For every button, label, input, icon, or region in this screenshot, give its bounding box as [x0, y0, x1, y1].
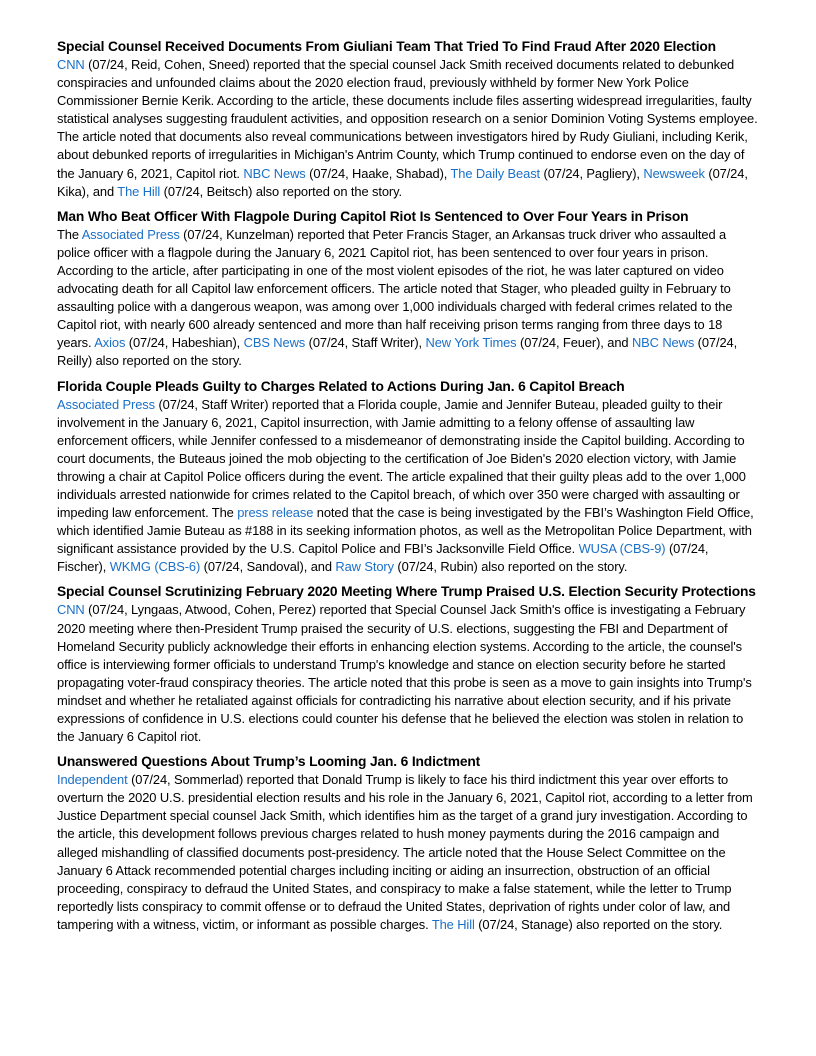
source-link-independent[interactable]: Independent [57, 772, 128, 788]
article-text: The [57, 226, 82, 242]
source-link-press-release[interactable]: press release [237, 505, 314, 521]
source-link-associated-press[interactable]: Associated Press [81, 226, 180, 242]
article-election-security-meeting [57, 582, 760, 746]
article-text: (07/24, Rubin) also reported on the story. [393, 559, 628, 575]
source-link-nbc-news[interactable]: NBC News [631, 335, 695, 351]
article-text: (07/24, Stanage) also reported on the story. [474, 916, 723, 932]
article-text: noted that the case is being investigated by the FBI’s Washington Field Office, which identified Jamie Buteau as #188 in its seeking information photos, as well as the Metropolitan Police Department, with significant assistance provided by the U.S. Capitol Police and FBI’s Jacksonville Field Office. [57, 505, 754, 557]
article-flagpole-sentencing [57, 207, 760, 371]
article-text: (07/24, Sandoval), and [200, 559, 336, 575]
article-text: (07/24, Lyngaas, Atwood, Cohen, Perez) reported that Special Counsel Jack Smith's office is investigating a February 2020 meeting where then-President Trump praised the security of U.S. elections, suggesting the FBI and Department of Homeland Security publicly acknowledge their efforts in enhancing election systems. According to the article, the counsel's office is interviewing former officials to understand Trump's knowledge and stance on election security before he started propagating voter-fraud conspiracy theories. The article noted that this probe is seen as a move to gain insights into Trump's mindset and whether he retaliated against officials for contradicting his narrative about election security, and if his private expressions of confidence in U.S. elections could counter his defense that he believed the election was stolen in relation to the January 6 Capitol riot. [57, 602, 752, 745]
source-link-wusa[interactable]: WUSA (CBS-9) [578, 541, 666, 557]
article-text: (07/24, Feuer), and [516, 335, 632, 351]
source-link-cbs-news[interactable]: CBS News [243, 335, 306, 351]
article-text: (07/24, Haake, Shabad), [305, 165, 451, 181]
article-body [57, 771, 760, 934]
source-link-new-york-times[interactable]: New York Times [425, 335, 517, 351]
article-headline: Special Counsel Scrutinizing February 2020 Meeting Where Trump Praised U.S. Election Security Protections [57, 584, 756, 600]
source-link-daily-beast[interactable]: The Daily Beast [450, 165, 541, 181]
source-link-nbc-news[interactable]: NBC News [243, 165, 306, 181]
article-giuliani-documents [57, 37, 760, 201]
source-link-axios[interactable]: Axios [94, 335, 126, 351]
article-body [57, 601, 760, 746]
article-headline: Unanswered Questions About Trump’s Looming Jan. 6 Indictment [57, 754, 481, 770]
article-text: (07/24, Staff Writer) reported that a Florida couple, Jamie and Jennifer Buteau, pleaded guilty to their involvement in the January 6, 2021, Capitol insurrection, with Jamie admitting to a felony offense of assaulting law enforcement officers, while Jennifer confessed to a misdemeanor of demonstrating inside the Capitol building. According to court documents, the Buteaus joined the mob objecting to the certification of Joe Biden's 2020 election victory, with Jamie throwing a chair at Capitol Police officers during the event. The article expalined that their guilty pleas add to the over 1,000 individuals arrested nationwide for crimes related to the Capitol breach, of which over 350 were charged with assaulting or impeding law enforcement. The [57, 396, 746, 521]
article-trump-indictment [57, 752, 760, 934]
article-text: (07/24, Fischer), [57, 541, 709, 575]
source-link-wkmg[interactable]: WKMG (CBS-6) [109, 559, 201, 575]
article-text: (07/24, Reid, Cohen, Sneed) reported that the special counsel Jack Smith received documents related to debunked conspiracies and unfounded claims about the 2020 election fraud, previously withheld by former New York Police Commissioner Bernie Kerik. According to the article, these documents include files asserting widespread irregularities, faulty statistical analyses suggesting fraudulent activities, and opposition research on a senior Dominion Voting Systems employee. The article noted that documents also reveal communications between investigators hired by Rudy Giuliani, including Kerik, about debunked reports of irregularities in Michigan's Antrim County, which Trump continued to endorse even on the day of the January 6, 2021, Capitol riot. [57, 57, 758, 181]
source-link-the-hill[interactable]: The Hill [117, 183, 161, 199]
article-body [57, 396, 760, 577]
article-text: (07/24, Sommerlad) reported that Donald Trump is likely to face his third indictment this year over efforts to overturn the 2020 U.S. presidential election results and his role in the January 6, 2021, Capitol riot, according to a letter from Justice Department special counsel Jack Smith, which identifies him as the target of a grand jury investigation. According to the article, this development follows previous charges related to hush money payments during the 2016 campaign and alleged mishandling of classified documents post-presidency. The article noted that the House Select Committee on the January 6 Attack recommended potential charges including inciting or aiding an insurrection, obstruction of an official proceeding, conspiracy to defraud the United States, and conspiracy to make a false statement, while the letter to Trump reportedly lists conspiracy to commit offense or to defraud the United States, deprivation of rights under color of law, and tampering with a witness, victim, or informant as possible charges. [57, 772, 753, 932]
news-briefing-page [57, 37, 760, 940]
article-headline: Special Counsel Received Documents From Giuliani Team That Tried To Find Fraud After 2020 Election [57, 39, 716, 54]
article-body [57, 226, 760, 371]
article-text: (07/24, Habeshian), [125, 335, 244, 351]
source-link-associated-press[interactable]: Associated Press [57, 396, 155, 412]
article-text: (07/24, Kika), and [57, 165, 748, 199]
source-link-newsweek[interactable]: Newsweek [643, 165, 705, 181]
article-text: (07/24, Staff Writer), [305, 335, 426, 351]
article-text: (07/24, Kunzelman) reported that Peter Francis Stager, an Arkansas truck driver who assaulted a police officer with a flagpole during the January 6, 2021 Capitol riot, has been sentenced to over four years in prison. According to the article, after participating in one of the most violent episodes of the riot, he was later captured on video advocating death for all Capitol law enforcement officers. The article noted that Stager, who pleaded guilty in February to assaulting police with a dangerous weapon, was among over 1,000 individuals charged with federal crimes related to the Capitol riot, with nearly 600 already sentenced and more than half receiving prison terms ranging from three days to 18 years. [57, 226, 733, 351]
article-text: (07/24, Pagliery), [540, 165, 644, 181]
article-headline: Florida Couple Pleads Guilty to Charges Related to Actions During Jan. 6 Capitol Breach [57, 378, 625, 394]
article-body [57, 56, 760, 201]
article-text: (07/24, Beitsch) also reported on the story. [160, 183, 402, 199]
source-link-cnn[interactable]: CNN [57, 602, 85, 618]
article-florida-couple [57, 377, 760, 577]
source-link-raw-story[interactable]: Raw Story [335, 559, 394, 575]
article-headline: Man Who Beat Officer With Flagpole During Capitol Riot Is Sentenced to Over Four Years in Prison [57, 208, 689, 224]
source-link-cnn[interactable]: CNN [57, 57, 85, 72]
source-link-the-hill[interactable]: The Hill [431, 916, 475, 932]
article-text: (07/24, Reilly) also reported on the story. [57, 335, 738, 369]
